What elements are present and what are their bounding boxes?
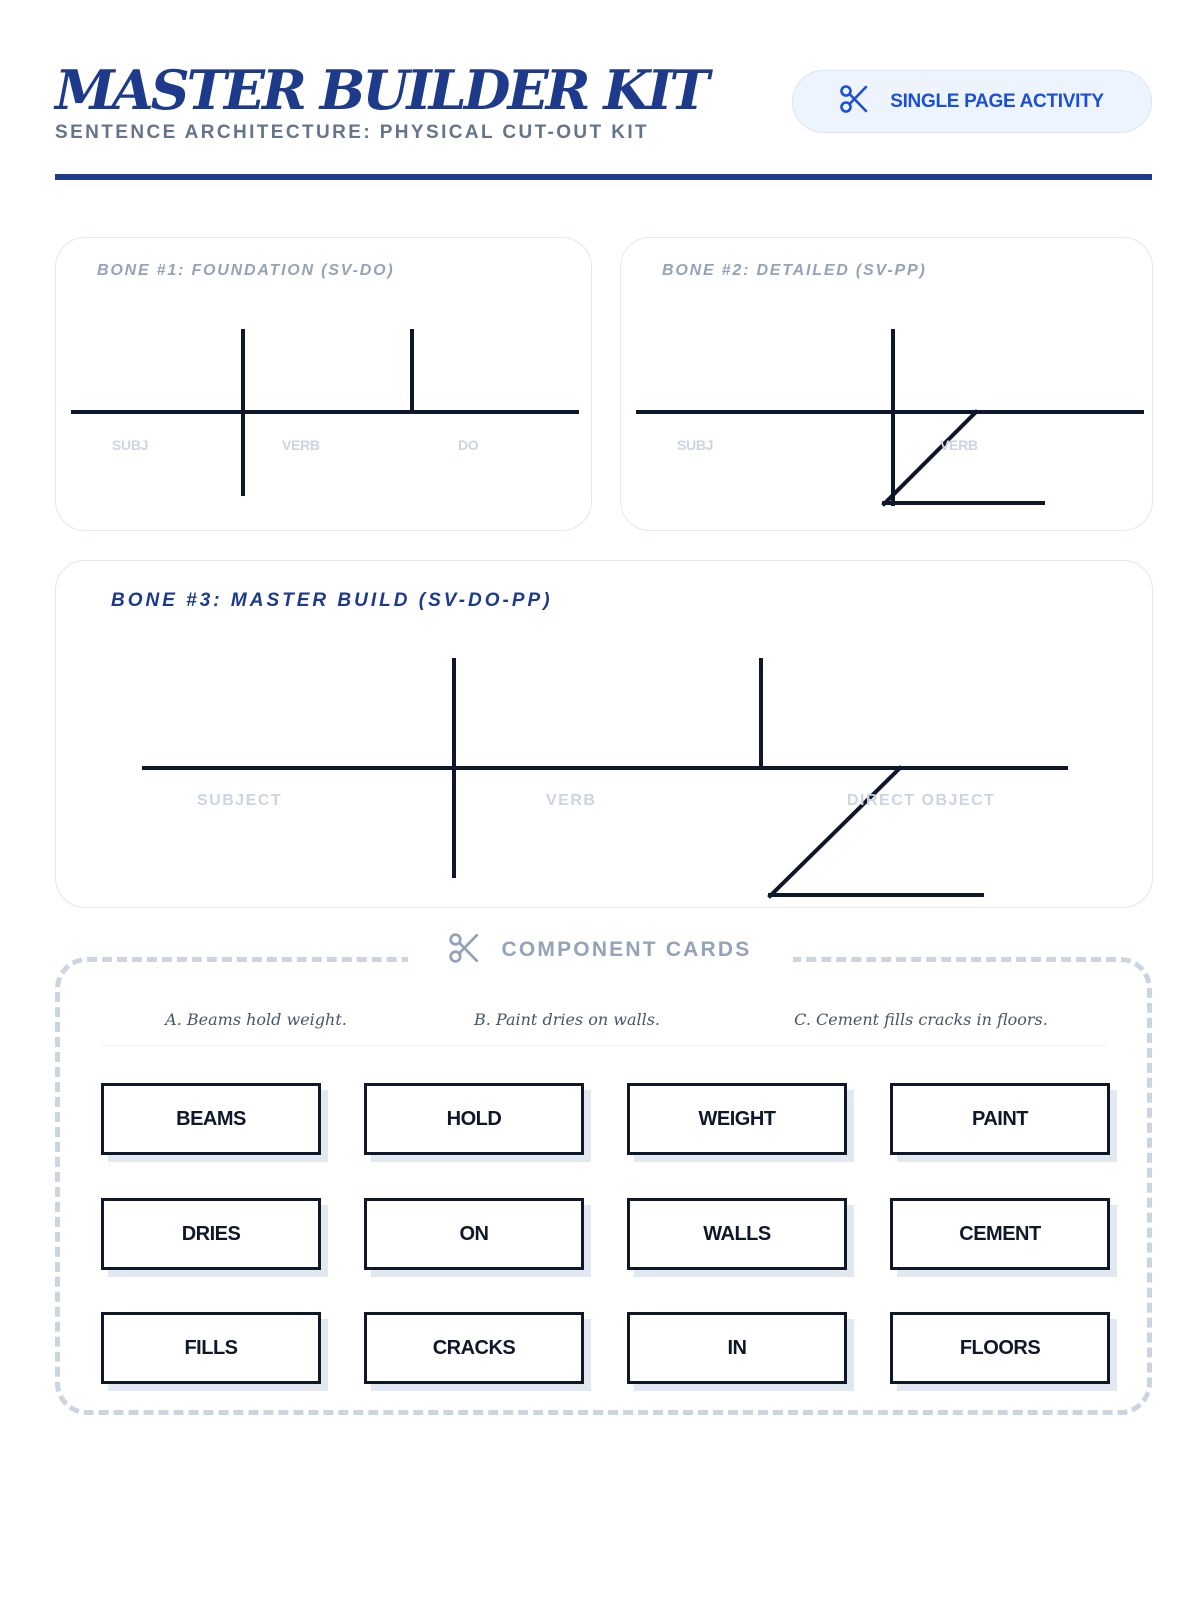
activity-badge-label: SINGLE PAGE ACTIVITY [890, 90, 1104, 112]
sentence-list [100, 1002, 1108, 1046]
word-card-cracks[interactable]: CRACKS [364, 1312, 584, 1384]
component-cards-title: COMPONENT CARDS [501, 938, 752, 961]
word-card-beams[interactable]: BEAMS [101, 1083, 321, 1155]
page-subtitle: SENTENCE ARCHITECTURE: PHYSICAL CUT-OUT KIT [55, 122, 650, 143]
scissors-icon [840, 84, 868, 119]
activity-badge [792, 70, 1152, 133]
sentence-c: C. Cement fills cracks in floors. [794, 1010, 1048, 1029]
word-card-floors[interactable]: FLOORS [890, 1312, 1110, 1384]
word-card-walls[interactable]: WALLS [627, 1198, 847, 1270]
bone-2-card [620, 237, 1153, 531]
bone-3-slot-verb: VERB [546, 792, 597, 809]
bone-3-diagram [56, 561, 1154, 909]
bone-3-card [55, 560, 1153, 908]
word-card-fills[interactable]: FILLS [101, 1312, 321, 1384]
word-card-on[interactable]: ON [364, 1198, 584, 1270]
bone-1-slot-object: DO [458, 437, 479, 453]
bone-2-title: BONE #2: DETAILED (SV-PP) [662, 262, 927, 279]
bone-3-slot-subject: SUBJECT [197, 792, 283, 809]
word-card-hold[interactable]: HOLD [364, 1083, 584, 1155]
bone-3-slot-object: DIRECT OBJECT [847, 792, 996, 809]
bone-2-slot-subject: SUBJ [677, 437, 714, 453]
bone-3-title: BONE #3: MASTER BUILD (SV-DO-PP) [111, 590, 553, 611]
word-card-paint[interactable]: PAINT [890, 1083, 1110, 1155]
scissors-icon [449, 932, 479, 969]
bone-1-diagram [56, 238, 593, 532]
bone-2-preposition-slant [884, 412, 976, 504]
header-divider [55, 174, 1152, 180]
bone-1-slot-verb: VERB [282, 437, 320, 453]
sentence-a: A. Beams hold weight. [165, 1010, 347, 1029]
component-cards-header [408, 920, 793, 980]
word-card-cement[interactable]: CEMENT [890, 1198, 1110, 1270]
word-card-in[interactable]: IN [627, 1312, 847, 1384]
bone-1-slot-subject: SUBJ [112, 437, 149, 453]
word-card-dries[interactable]: DRIES [101, 1198, 321, 1270]
bone-3-preposition-slant [770, 768, 900, 896]
bone-2-diagram [621, 238, 1154, 532]
bone-1-title: BONE #1: FOUNDATION (SV-DO) [97, 262, 395, 279]
page-title: MASTER BUILDER KIT [55, 58, 707, 122]
sentence-b: B. Paint dries on walls. [473, 1010, 661, 1029]
word-card-weight[interactable]: WEIGHT [627, 1083, 847, 1155]
bone-2-slot-verb: VERB [940, 437, 978, 453]
bone-1-card [55, 237, 592, 531]
page-header [55, 58, 1152, 182]
